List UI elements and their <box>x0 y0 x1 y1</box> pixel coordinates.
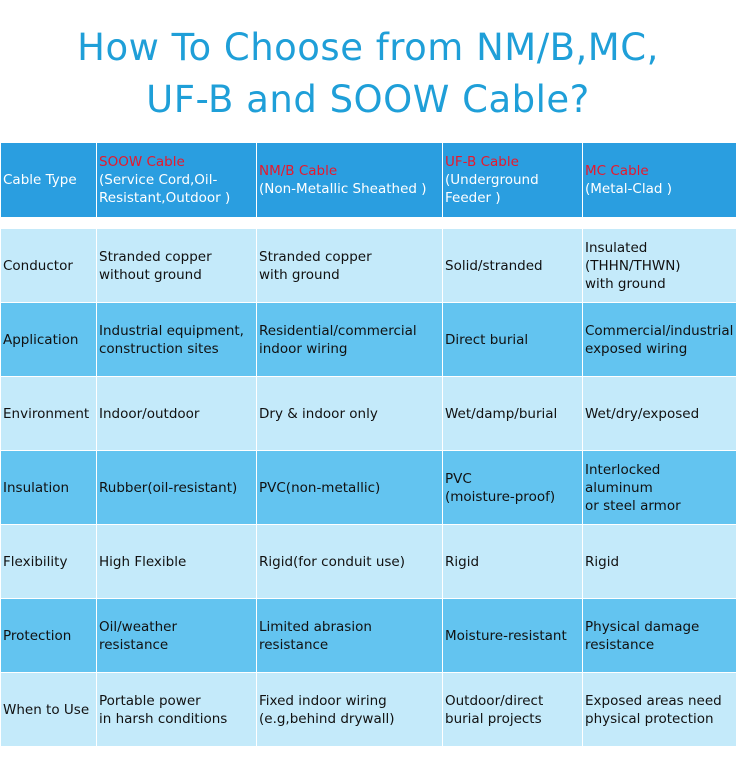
table-row <box>1 303 736 377</box>
table-cell <box>97 451 257 525</box>
cell-text: resistance <box>585 636 655 653</box>
table-row <box>1 673 736 747</box>
cell-text: Indoor/outdoor <box>99 405 200 422</box>
row-label: Conductor <box>1 229 97 303</box>
cell-text: Dry & indoor only <box>259 405 378 422</box>
table-cell <box>97 229 257 303</box>
cell-text: High Flexible <box>99 553 187 570</box>
table-cell <box>583 303 736 377</box>
cell-text: in harsh conditions <box>99 710 228 727</box>
cell-text: with ground <box>585 275 666 292</box>
header-label: Cable Type <box>1 143 97 218</box>
table-cell <box>583 377 736 451</box>
header-spacer <box>1 218 736 229</box>
cell-text: Insulated <box>585 239 648 256</box>
header-column <box>583 143 736 218</box>
cell-text: Direct burial <box>445 331 529 348</box>
cell-text: (moisture-proof) <box>445 488 556 505</box>
header-cable-desc: Resistant,Outdoor ) <box>99 190 231 206</box>
row-label: Insulation <box>1 451 97 525</box>
cell-text: Solid/stranded <box>445 257 543 274</box>
row-label: When to Use <box>1 673 97 747</box>
table-body <box>1 218 736 747</box>
header-cable-name: UF-B Cable <box>445 154 519 170</box>
cell-text: Rigid <box>585 553 620 570</box>
table-cell <box>257 451 443 525</box>
cell-text: Stranded copper <box>259 248 372 265</box>
table-cell <box>97 303 257 377</box>
table-row <box>1 451 736 525</box>
table-cell <box>443 377 583 451</box>
table-cell <box>97 377 257 451</box>
row-label: Protection <box>1 599 97 673</box>
cell-text: aluminum <box>585 479 653 496</box>
cell-text: Limited abrasion <box>259 618 372 635</box>
cell-text: Stranded copper <box>99 248 212 265</box>
table-cell <box>443 673 583 747</box>
cell-text: physical protection <box>585 710 714 727</box>
header-column <box>443 143 583 218</box>
cell-text: Exposed areas need <box>585 692 722 709</box>
cell-text: Oil/weather <box>99 618 178 635</box>
table-cell <box>97 525 257 599</box>
cell-text: Interlocked <box>585 461 661 478</box>
table-cell <box>583 673 736 747</box>
table-row <box>1 525 736 599</box>
header-cable-name: NM/B Cable <box>259 163 338 179</box>
cell-text: PVC(non-metallic) <box>259 479 381 496</box>
cell-text: (THHN/THWN) <box>585 257 681 274</box>
table-cell <box>257 673 443 747</box>
table-cell <box>443 599 583 673</box>
cell-text: PVC <box>445 470 472 487</box>
table-cell <box>443 451 583 525</box>
cell-text: Rigid(for conduit use) <box>259 553 406 570</box>
header-cable-desc: Feeder ) <box>445 190 501 206</box>
cell-text: Commercial/industrial <box>585 322 734 339</box>
title-line-1: How To Choose from NM/B,MC, <box>77 26 659 69</box>
cell-text: Outdoor/direct <box>445 692 544 709</box>
header-cable-desc: (Non-Metallic Sheathed ) <box>259 181 427 197</box>
cell-text: Wet/dry/exposed <box>585 405 700 422</box>
cell-text: without ground <box>99 266 202 283</box>
table-cell <box>257 599 443 673</box>
title-line-2: UF-B and SOOW Cable? <box>146 78 590 121</box>
cell-text: Industrial equipment, <box>99 322 244 339</box>
table-header <box>1 143 736 218</box>
cell-text: Portable power <box>99 692 201 709</box>
cable-comparison-table <box>0 142 736 747</box>
cell-text: Wet/damp/burial <box>445 405 558 422</box>
row-label: Flexibility <box>1 525 97 599</box>
cell-text: resistance <box>99 636 169 653</box>
page-title <box>0 22 736 126</box>
header-cable-name: MC Cable <box>585 163 649 179</box>
table-cell <box>583 451 736 525</box>
cell-text: Residential/commercial <box>259 322 417 339</box>
table-cell <box>257 525 443 599</box>
table-cell <box>97 599 257 673</box>
cell-text: resistance <box>259 636 329 653</box>
cell-text: Rigid <box>445 553 480 570</box>
cell-text: (e.g,behind drywall) <box>259 710 395 727</box>
table-row <box>1 599 736 673</box>
table-cell <box>257 303 443 377</box>
header-column <box>257 143 443 218</box>
cell-text: Physical damage <box>585 618 700 635</box>
table-cell <box>443 525 583 599</box>
table-cell <box>583 599 736 673</box>
table-cell <box>583 229 736 303</box>
table-cell <box>443 229 583 303</box>
header-cable-desc: (Service Cord,Oil- <box>99 172 218 188</box>
cell-text: Fixed indoor wiring <box>259 692 387 709</box>
table-row <box>1 229 736 303</box>
cell-text: construction sites <box>99 340 219 357</box>
table-cell <box>443 303 583 377</box>
header-cable-desc: (Metal-Clad ) <box>585 181 672 197</box>
header-cable-desc: (Underground <box>445 172 539 188</box>
cell-text: burial projects <box>445 710 542 727</box>
table-row <box>1 377 736 451</box>
cell-text: or steel armor <box>585 497 681 514</box>
row-label: Environment <box>1 377 97 451</box>
header-cable-name: SOOW Cable <box>99 154 185 170</box>
table-cell <box>257 377 443 451</box>
table-cell <box>583 525 736 599</box>
cell-text: Moisture-resistant <box>445 627 567 644</box>
cell-text: exposed wiring <box>585 340 688 357</box>
cell-text: Rubber(oil-resistant) <box>99 479 238 496</box>
row-label: Application <box>1 303 97 377</box>
table-cell <box>257 229 443 303</box>
header-column <box>97 143 257 218</box>
table-cell <box>97 673 257 747</box>
cell-text: indoor wiring <box>259 340 348 357</box>
cell-text: with ground <box>259 266 340 283</box>
header-row <box>1 143 736 218</box>
